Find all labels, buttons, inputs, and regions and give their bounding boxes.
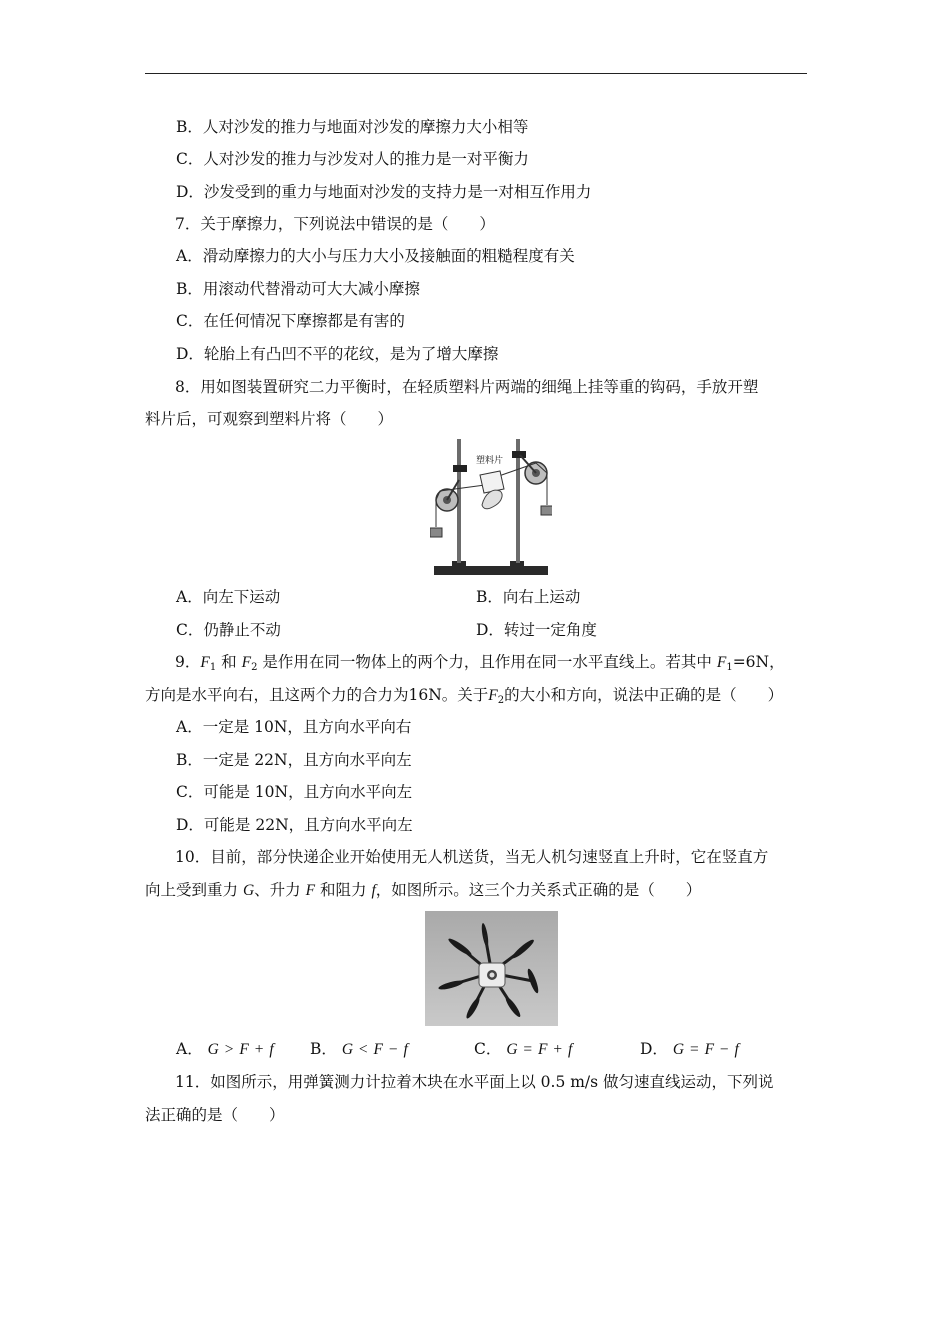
q9-option-c: C．可能是 10N，且方向水平向左 bbox=[176, 783, 413, 801]
q11-stem-line1: 11．如图所示，用弹簧测力计拉着木块在水平面上以 0.5 m/s 做匀速直线运动，下列说 bbox=[175, 1073, 774, 1091]
stand-base bbox=[434, 566, 548, 575]
q7-option-d: D．轮胎上有凸凹不平的花纹，是为了增大摩擦 bbox=[176, 345, 499, 363]
q6-option-b: B．人对沙发的推力与地面对沙发的摩擦力大小相等 bbox=[176, 118, 529, 136]
right-weight bbox=[541, 506, 552, 515]
q10-stem-line1: 10．目前，部分快递企业开始使用无人机送货，当无人机匀速竖直上升时，它在竖直方 bbox=[175, 848, 769, 866]
q8-option-b: B．向右上运动 bbox=[476, 588, 581, 606]
q8-option-a: A．向左下运动 bbox=[176, 588, 281, 606]
q7-option-a: A．滑动摩擦力的大小与压力大小及接触面的粗糙程度有关 bbox=[176, 247, 575, 265]
q6-option-c: C．人对沙发的推力与沙发对人的推力是一对平衡力 bbox=[176, 150, 529, 168]
q8-option-d: D．转过一定角度 bbox=[476, 621, 597, 639]
q7-option-c: C．在任何情况下摩擦都是有害的 bbox=[176, 312, 405, 330]
figure-label: 塑料片 bbox=[476, 456, 504, 466]
q8-stem-line2: 料片后，可观察到塑料片将（ ） bbox=[145, 410, 394, 428]
header-rule bbox=[145, 73, 807, 74]
q8-stem-line1: 8．用如图装置研究二力平衡时，在轻质塑料片两端的细绳上挂等重的钩码，手放开塑 bbox=[175, 378, 759, 396]
q10-drone-photo bbox=[425, 911, 558, 1026]
q9-stem-line2: 方向是水平向右，且这两个力的合力为16N。关于$F_2$的大小和方向，说法中正确的是（ ） bbox=[145, 686, 784, 706]
q10-option-b: B． G < F − f bbox=[310, 1040, 408, 1058]
q8-apparatus-figure bbox=[430, 433, 552, 579]
left-weight bbox=[430, 528, 442, 537]
q7-stem: 7．关于摩擦力，下列说法中错误的是（ ） bbox=[175, 215, 495, 233]
q9-option-a: A．一定是 10N，且方向水平向右 bbox=[176, 718, 412, 736]
q10-stem-line2: 向上受到重力 G、升力 F 和阻力 f，如图所示。这三个力关系式正确的是（ ） bbox=[145, 881, 702, 899]
plastic-card bbox=[480, 471, 504, 493]
q11-stem-line2: 法正确的是（ ） bbox=[145, 1106, 285, 1124]
q8-option-c: C．仍静止不动 bbox=[176, 621, 281, 639]
q9-option-b: B．一定是 22N，且方向水平向左 bbox=[176, 751, 412, 769]
q7-option-b: B．用滚动代替滑动可大大减小摩擦 bbox=[176, 280, 420, 298]
q9-option-d: D．可能是 22N，且方向水平向左 bbox=[176, 816, 413, 834]
q6-option-d: D．沙发受到的重力与地面对沙发的支持力是一对相互作用力 bbox=[176, 183, 592, 201]
q9-stem-line1: 9．$F_1$ 和 $F_2$ 是作用在同一物体上的两个力，且作用在同一水平直线上。若其中 $F_1=6N$， bbox=[175, 653, 785, 673]
q10-option-c: C． G = F + f bbox=[474, 1040, 573, 1058]
q10-option-d: D． G = F − f bbox=[640, 1040, 739, 1058]
q10-option-a: A． G > F + f bbox=[176, 1040, 274, 1058]
